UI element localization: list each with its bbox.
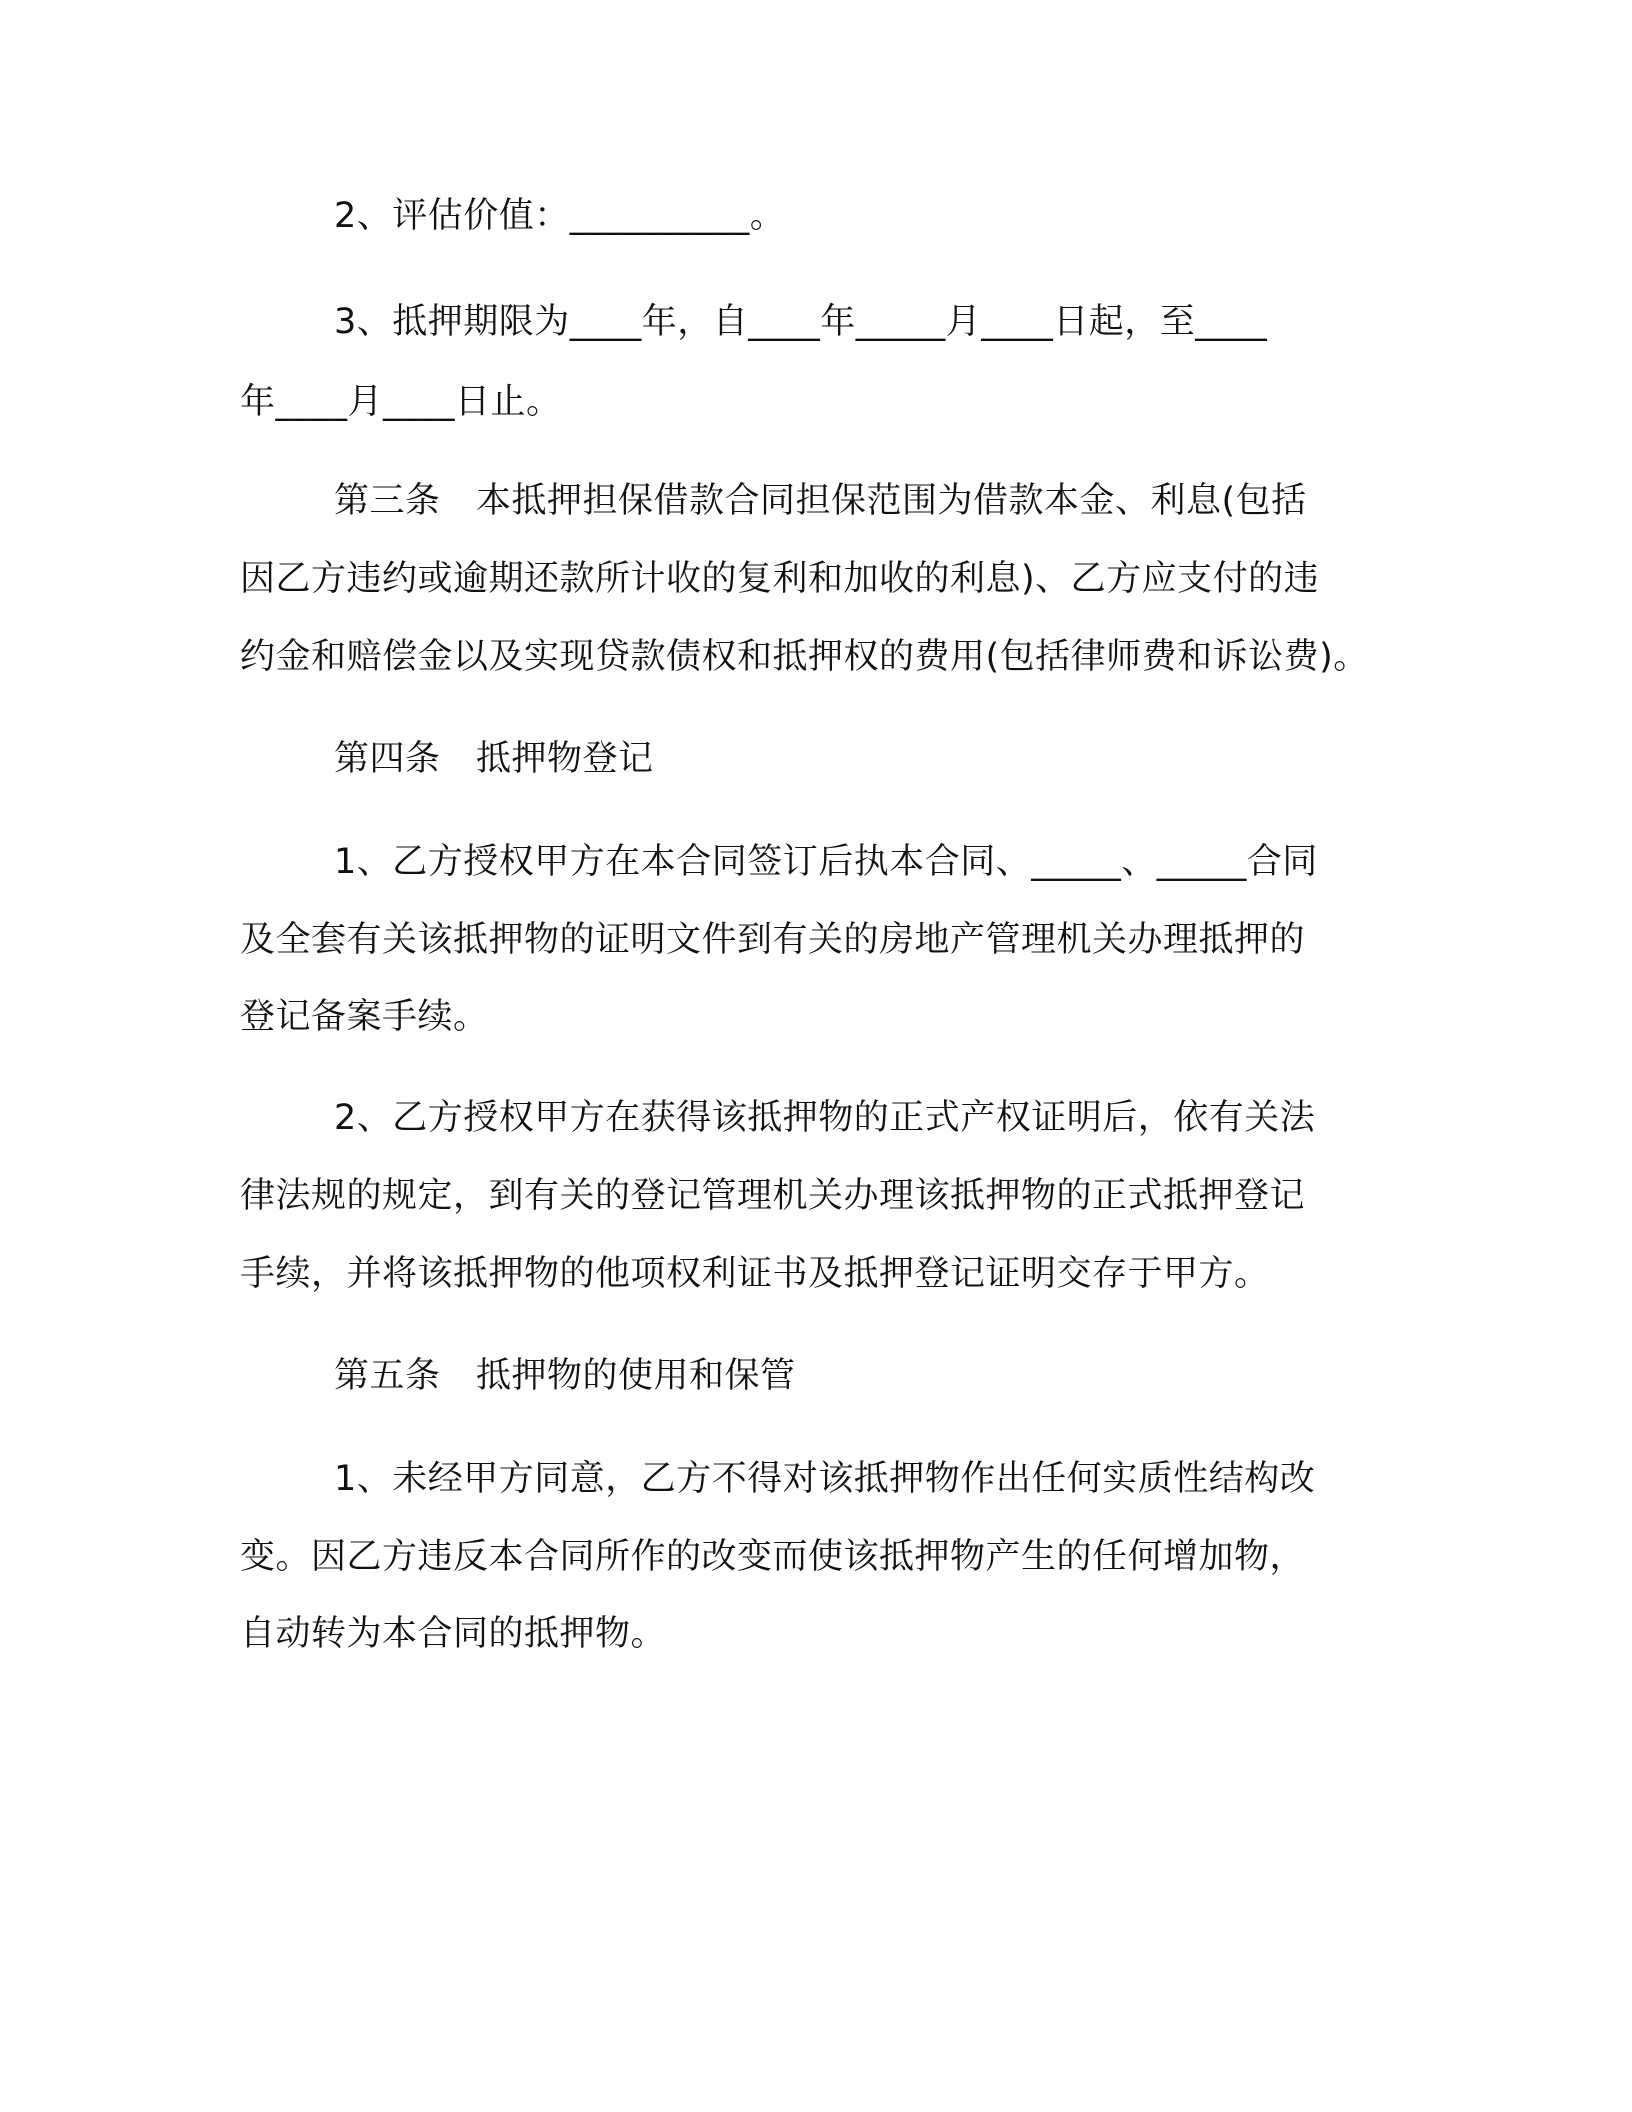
article-5-clause-1-line: 自动转为本合同的抵押物。 [240,1614,667,1654]
article-4-clause-1-line: 1、乙方授权甲方在本合同签订后执本合同、_____、_____合同 [334,842,1318,882]
article-4-clause-2-line: 2、乙方授权甲方在获得该抵押物的正式产权证明后，依有关法 [334,1098,1316,1138]
article-5-heading: 第五条 抵押物的使用和保管 [334,1356,796,1396]
article-4-clause-1-line: 登记备案手续。 [240,997,489,1037]
article-4-heading: 第四条 抵押物登记 [334,739,654,779]
article-5-clause-1-line: 1、未经甲方同意，乙方不得对该抵押物作出任何实质性结构改 [334,1459,1316,1499]
article-4-clause-2-line: 律法规的规定，到有关的登记管理机关办理该抵押物的正式抵押登记 [240,1176,1306,1216]
article-5-clause-1-line: 变。因乙方违反本合同所作的改变而使该抵押物产生的任何增加物， [240,1537,1306,1577]
article-3-line: 第三条 本抵押担保借款合同担保范围为借款本金、利息(包括 [334,481,1307,521]
article-3-line: 因乙方违约或逾期还款所计收的复利和加收的利息)、乙方应支付的违 [240,559,1320,599]
article-4-clause-1-line: 及全套有关该抵押物的证明文件到有关的房地产管理机关办理抵押的 [240,920,1306,960]
mortgage-term-line-cont: 年____月____日止。 [240,382,562,422]
article-3-line: 约金和赔偿金以及实现贷款债权和抵押权的费用(包括律师费和诉讼费)。 [240,637,1369,677]
appraisal-value-line: 2、评估价值：__________。 [334,196,786,236]
article-4-clause-2-line: 手续，并将该抵押物的他项权利证书及抵押登记证明交存于甲方。 [240,1254,1270,1294]
mortgage-term-line: 3、抵押期限为____年，自____年_____月____日起，至____ [334,302,1268,342]
